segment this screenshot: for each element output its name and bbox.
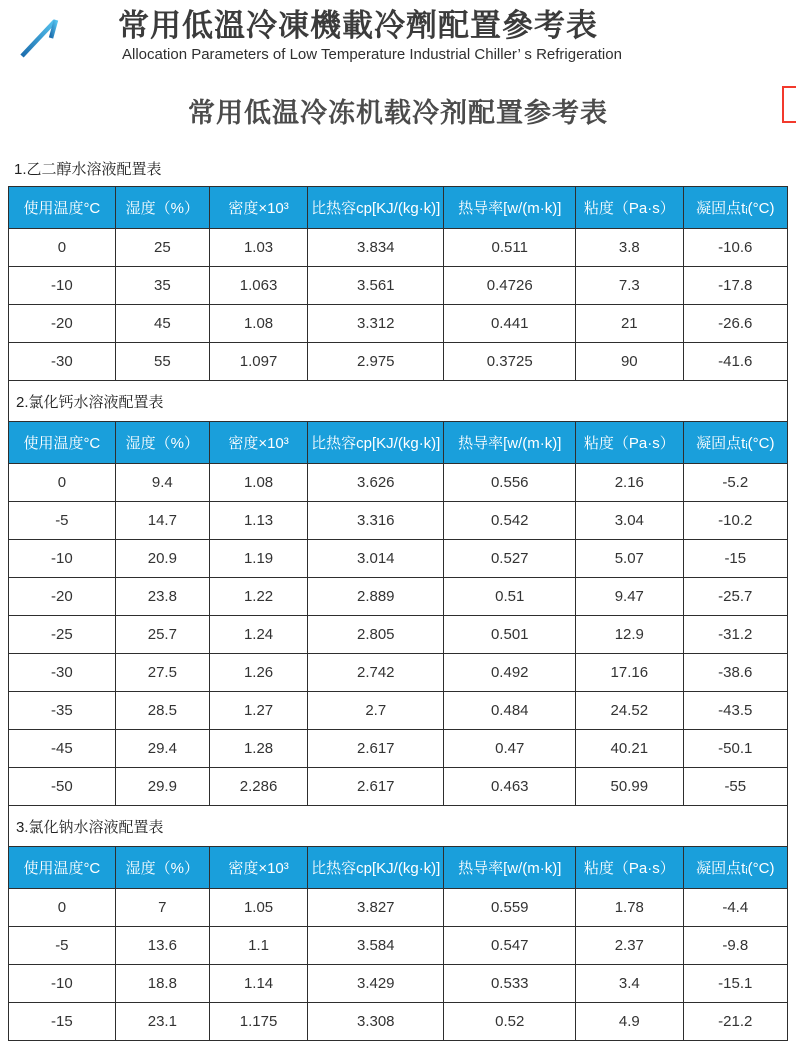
table-cell: -21.2 — [683, 1002, 787, 1040]
table-cell: 3.308 — [308, 1002, 444, 1040]
tables-container — [0, 158, 796, 1041]
data-table — [8, 186, 788, 381]
table-cell: -10.6 — [683, 228, 787, 266]
table-cell: -50 — [9, 767, 116, 805]
table-cell: 1.22 — [209, 577, 307, 615]
table-cell: -15 — [9, 1002, 116, 1040]
brand-text — [118, 8, 622, 63]
table-cell: -10.2 — [683, 501, 787, 539]
table-row — [9, 1002, 788, 1040]
table-cell: 1.08 — [209, 304, 307, 342]
table-cell: -55 — [683, 767, 787, 805]
table-cell: 2.37 — [576, 926, 684, 964]
table-cell: 25.7 — [115, 615, 209, 653]
table-cell: 2.16 — [576, 463, 684, 501]
table-cell: 2.286 — [209, 767, 307, 805]
table-cell: -9.8 — [683, 926, 787, 964]
table-cell: -25 — [9, 615, 116, 653]
table-cell: -10 — [9, 266, 116, 304]
column-header: 凝固点tᵢ(°C) — [683, 421, 787, 463]
table-cell: 2.7 — [308, 691, 444, 729]
table-cell: 3.429 — [308, 964, 444, 1002]
table-cell: 9.47 — [576, 577, 684, 615]
table-cell: 1.08 — [209, 463, 307, 501]
table-cell: 2.617 — [308, 767, 444, 805]
table-row — [9, 653, 788, 691]
table-row — [9, 228, 788, 266]
table-cell: 3.8 — [576, 228, 684, 266]
table-cell: 0.511 — [444, 228, 576, 266]
table-cell: 5.07 — [576, 539, 684, 577]
table-cell: -20 — [9, 304, 116, 342]
table-row — [9, 729, 788, 767]
table-cell: 1.097 — [209, 342, 307, 380]
table-cell: 0.484 — [444, 691, 576, 729]
table-cell: 55 — [115, 342, 209, 380]
table-cell: 24.52 — [576, 691, 684, 729]
column-header: 比热容cp[KJ/(kg·k)] — [308, 421, 444, 463]
table-cell: 1.78 — [576, 888, 684, 926]
table-cell: 0.52 — [444, 1002, 576, 1040]
page-header — [0, 0, 796, 63]
table-cell: -4.4 — [683, 888, 787, 926]
table-cell: 0.47 — [444, 729, 576, 767]
table-cell: 17.16 — [576, 653, 684, 691]
table-cell: -15.1 — [683, 964, 787, 1002]
column-header: 密度×10³ — [209, 846, 307, 888]
table-cell: 2.889 — [308, 577, 444, 615]
column-header: 粘度（Pa·s） — [576, 421, 684, 463]
table-cell: 1.03 — [209, 228, 307, 266]
table-row — [9, 691, 788, 729]
column-header: 湿度（%） — [115, 846, 209, 888]
table-cell: 0.527 — [444, 539, 576, 577]
column-header: 热导率[w/(m·k)] — [444, 421, 576, 463]
table-cell: 3.584 — [308, 926, 444, 964]
table-cell: 0 — [9, 228, 116, 266]
document-title: 常用低温冷冻机载冷剂配置参考表 — [188, 97, 608, 128]
table-cell: 1.13 — [209, 501, 307, 539]
table-row — [9, 888, 788, 926]
table-cell: 1.19 — [209, 539, 307, 577]
table-cell: 0.559 — [444, 888, 576, 926]
table-cell: 90 — [576, 342, 684, 380]
table-row — [9, 964, 788, 1002]
table-cell: -43.5 — [683, 691, 787, 729]
table-cell: -30 — [9, 342, 116, 380]
table-cell: -50.1 — [683, 729, 787, 767]
column-header: 粘度（Pa·s） — [576, 846, 684, 888]
header-row — [9, 846, 788, 888]
table-cell: -15 — [683, 539, 787, 577]
table-cell: 3.316 — [308, 501, 444, 539]
table-cell: 0.441 — [444, 304, 576, 342]
table-cell: 29.9 — [115, 767, 209, 805]
table-cell: 35 — [115, 266, 209, 304]
table-cell: 1.14 — [209, 964, 307, 1002]
table-cell: 2.805 — [308, 615, 444, 653]
data-table — [8, 846, 788, 1041]
table-cell: -10 — [9, 964, 116, 1002]
header-row — [9, 421, 788, 463]
column-header: 使用温度°C — [9, 186, 116, 228]
column-header: 使用温度°C — [9, 846, 116, 888]
column-header: 比热容cp[KJ/(kg·k)] — [308, 186, 444, 228]
table-cell: 0 — [9, 888, 116, 926]
column-header: 湿度（%） — [115, 421, 209, 463]
table-cell: 0.463 — [444, 767, 576, 805]
table-cell: -35 — [9, 691, 116, 729]
column-header: 凝固点tᵢ(°C) — [683, 846, 787, 888]
table-cell: 3.312 — [308, 304, 444, 342]
table-cell: 4.9 — [576, 1002, 684, 1040]
column-header: 热导率[w/(m·k)] — [444, 846, 576, 888]
table-cell: 29.4 — [115, 729, 209, 767]
table-cell: 1.27 — [209, 691, 307, 729]
table-cell: 3.014 — [308, 539, 444, 577]
table-cell: 3.834 — [308, 228, 444, 266]
table-cell: 3.827 — [308, 888, 444, 926]
table-cell: 0.547 — [444, 926, 576, 964]
annotation-red-box — [782, 86, 796, 123]
brand-subtitle: Allocation Parameters of Low Temperature Industrial Chiller’ s Refrigeration — [122, 45, 622, 63]
table-cell: 18.8 — [115, 964, 209, 1002]
table-cell: 1.05 — [209, 888, 307, 926]
table-cell: 0.4726 — [444, 266, 576, 304]
table-cell: -5.2 — [683, 463, 787, 501]
table-cell: 28.5 — [115, 691, 209, 729]
table-cell: 1.063 — [209, 266, 307, 304]
table-cell: 23.1 — [115, 1002, 209, 1040]
table-cell: -30 — [9, 653, 116, 691]
table-cell: 23.8 — [115, 577, 209, 615]
table-cell: -45 — [9, 729, 116, 767]
table-cell: -26.6 — [683, 304, 787, 342]
table-cell: 25 — [115, 228, 209, 266]
table-cell: -38.6 — [683, 653, 787, 691]
arrow-up-right-icon — [10, 8, 102, 60]
table-cell: -10 — [9, 539, 116, 577]
table-cell: 0.51 — [444, 577, 576, 615]
table-cell: -25.7 — [683, 577, 787, 615]
table-cell: -5 — [9, 926, 116, 964]
table-cell: 27.5 — [115, 653, 209, 691]
table-row — [9, 463, 788, 501]
column-header: 密度×10³ — [209, 186, 307, 228]
section-label: 3.氯化钠水溶液配置表 — [8, 806, 788, 846]
column-header: 密度×10³ — [209, 421, 307, 463]
column-header: 粘度（Pa·s） — [576, 186, 684, 228]
table-cell: 21 — [576, 304, 684, 342]
table-cell: 3.04 — [576, 501, 684, 539]
table-cell: 3.626 — [308, 463, 444, 501]
table-cell: -20 — [9, 577, 116, 615]
table-cell: 14.7 — [115, 501, 209, 539]
table-cell: -5 — [9, 501, 116, 539]
table-row — [9, 342, 788, 380]
table-cell: 3.561 — [308, 266, 444, 304]
column-header: 比热容cp[KJ/(kg·k)] — [308, 846, 444, 888]
table-row — [9, 926, 788, 964]
column-header: 凝固点tᵢ(°C) — [683, 186, 787, 228]
table-cell: 7.3 — [576, 266, 684, 304]
table-cell: 0.542 — [444, 501, 576, 539]
table-row — [9, 501, 788, 539]
table-cell: 20.9 — [115, 539, 209, 577]
table-row — [9, 266, 788, 304]
table-cell: -31.2 — [683, 615, 787, 653]
table-cell: 45 — [115, 304, 209, 342]
table-cell: 2.742 — [308, 653, 444, 691]
data-table — [8, 421, 788, 806]
section-label: 2.氯化钙水溶液配置表 — [8, 381, 788, 421]
table-cell: 50.99 — [576, 767, 684, 805]
table-cell: 9.4 — [115, 463, 209, 501]
table-cell: 3.4 — [576, 964, 684, 1002]
section-label: 1.乙二醇水溶液配置表 — [14, 160, 162, 178]
table-cell: 7 — [115, 888, 209, 926]
header-row — [9, 186, 788, 228]
table-cell: 1.28 — [209, 729, 307, 767]
table-row — [9, 539, 788, 577]
table-cell: 12.9 — [576, 615, 684, 653]
table-cell: 1.24 — [209, 615, 307, 653]
table-cell: 2.975 — [308, 342, 444, 380]
column-header: 使用温度°C — [9, 421, 116, 463]
table-cell: 2.617 — [308, 729, 444, 767]
table-row — [9, 304, 788, 342]
table-cell: -41.6 — [683, 342, 787, 380]
table-cell: 0.533 — [444, 964, 576, 1002]
table-row — [9, 615, 788, 653]
table-row — [9, 767, 788, 805]
column-header: 湿度（%） — [115, 186, 209, 228]
table-cell: 0.492 — [444, 653, 576, 691]
column-header: 热导率[w/(m·k)] — [444, 186, 576, 228]
brand-title: 常用低溫冷凍機載冷劑配置參考表 — [118, 8, 598, 43]
table-cell: 1.26 — [209, 653, 307, 691]
table-cell: 1.1 — [209, 926, 307, 964]
table-cell: 13.6 — [115, 926, 209, 964]
table-cell: 0.556 — [444, 463, 576, 501]
table-row — [9, 577, 788, 615]
table-cell: 40.21 — [576, 729, 684, 767]
table-cell: 0.3725 — [444, 342, 576, 380]
table-cell: 0 — [9, 463, 116, 501]
table-cell: 1.175 — [209, 1002, 307, 1040]
table-cell: -17.8 — [683, 266, 787, 304]
table-cell: 0.501 — [444, 615, 576, 653]
